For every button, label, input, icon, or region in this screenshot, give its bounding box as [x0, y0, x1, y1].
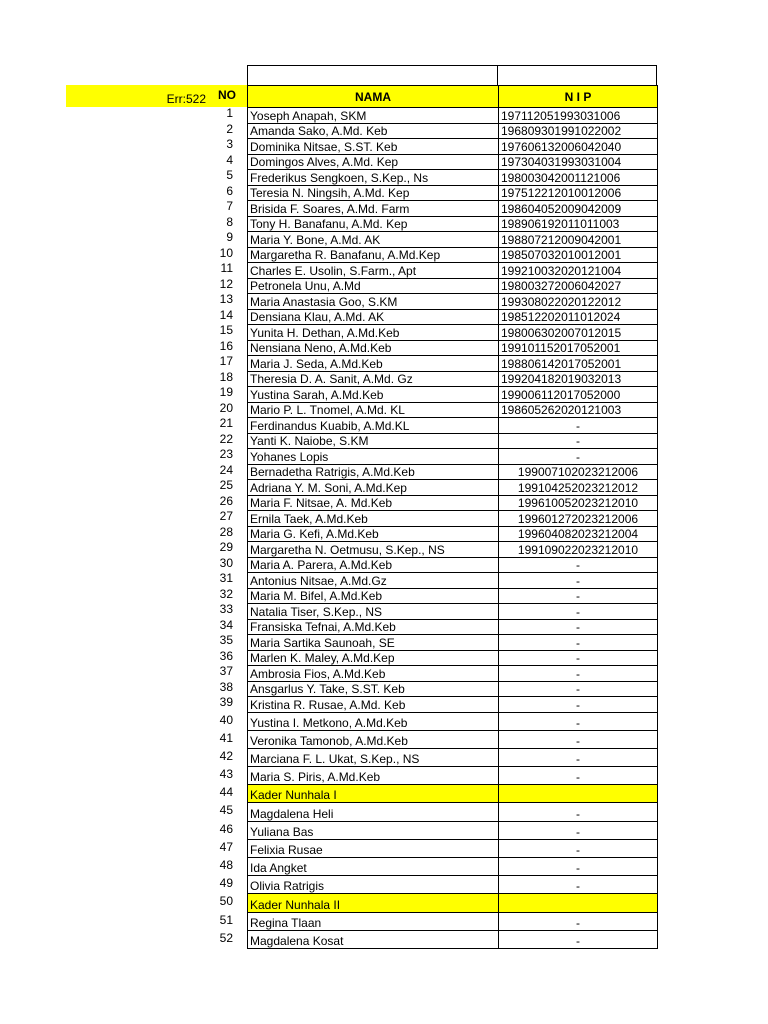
- name-cell[interactable]: Olivia Ratrigis: [248, 876, 499, 894]
- nip-cell[interactable]: -: [499, 767, 658, 785]
- nip-cell[interactable]: -: [499, 730, 658, 748]
- table-row: [248, 785, 658, 803]
- row-number: 37: [219, 664, 233, 678]
- name-cell[interactable]: Margaretha N. Oetmusu, S.Kep., NS: [248, 542, 499, 558]
- empty-header-cell-nip: [497, 65, 657, 85]
- nip-cell[interactable]: -: [499, 803, 658, 821]
- row-number: 43: [219, 767, 233, 782]
- nip-cell[interactable]: 199210032020121004: [499, 263, 658, 279]
- table-row: [248, 123, 658, 139]
- row-number: 16: [219, 338, 233, 353]
- table-row: [248, 154, 658, 170]
- row-number: 51: [219, 912, 233, 927]
- row-number: 9: [226, 230, 233, 244]
- table-row: [248, 730, 658, 748]
- nip-cell[interactable]: -: [499, 712, 658, 730]
- nip-cell[interactable]: 199601272023212006: [499, 511, 658, 527]
- name-cell[interactable]: Theresia D. A. Sanit, A.Md. Gz: [248, 371, 499, 387]
- name-cell[interactable]: Magdalena Heli: [248, 803, 499, 821]
- row-number: 38: [219, 679, 233, 694]
- table-row: [248, 278, 658, 294]
- nip-cell[interactable]: 199308022020122012: [499, 294, 658, 310]
- nip-cell[interactable]: -: [499, 418, 658, 434]
- row-number: 17: [219, 354, 233, 368]
- name-cell[interactable]: Maria M. Bifel, A.Md.Keb: [248, 588, 499, 604]
- staff-table: [247, 85, 658, 949]
- column-header-no: NO: [207, 85, 247, 107]
- nip-cell[interactable]: -: [499, 650, 658, 666]
- row-number: 50: [219, 894, 233, 909]
- name-cell[interactable]: Regina Tlaan: [248, 912, 499, 930]
- nip-cell[interactable]: -: [499, 876, 658, 894]
- row-number: 23: [219, 447, 233, 461]
- row-number: 35: [219, 633, 233, 647]
- name-cell[interactable]: Maria A. Parera, A.Md.Keb: [248, 557, 499, 573]
- row-number: 32: [219, 586, 233, 601]
- row-number: 34: [219, 617, 233, 632]
- nip-cell[interactable]: 199610052023212010: [499, 495, 658, 511]
- nip-cell[interactable]: 197606132006042040: [499, 139, 658, 155]
- name-cell[interactable]: Densiana Klau, A.Md. AK: [248, 309, 499, 325]
- nip-cell[interactable]: 199604082023212004: [499, 526, 658, 542]
- name-cell[interactable]: Marlen K. Maley, A.Md.Kep: [248, 650, 499, 666]
- table-row: [248, 185, 658, 201]
- table-row: [248, 232, 658, 248]
- name-cell[interactable]: Petronela Unu, A.Md: [248, 278, 499, 294]
- row-number: 46: [219, 821, 233, 836]
- table-row: [248, 930, 658, 948]
- name-cell[interactable]: Maria J. Seda, A.Md.Keb: [248, 356, 499, 372]
- table-row: [248, 526, 658, 542]
- row-number: 11: [220, 261, 233, 275]
- row-number: 45: [219, 803, 233, 818]
- row-number: 49: [219, 876, 233, 891]
- table-row: [248, 650, 658, 666]
- row-number: 5: [226, 168, 233, 182]
- name-cell[interactable]: Fransiska Tefnai, A.Md.Keb: [248, 619, 499, 635]
- table-row: [248, 402, 658, 418]
- nip-cell[interactable]: -: [499, 821, 658, 839]
- row-number: 44: [219, 785, 233, 800]
- table-row: [248, 858, 658, 876]
- table-header-row: [248, 86, 658, 108]
- nip-cell[interactable]: -: [499, 635, 658, 651]
- row-number: 30: [219, 555, 233, 570]
- table-row: [248, 495, 658, 511]
- nip-cell[interactable]: 198906192011011003: [499, 216, 658, 232]
- name-cell[interactable]: Charles E. Usolin, S.Farm., Apt: [248, 263, 499, 279]
- nip-cell[interactable]: [499, 785, 658, 803]
- row-number: 42: [219, 748, 233, 763]
- table-row: [248, 371, 658, 387]
- nip-cell[interactable]: 199104252023212012: [499, 480, 658, 496]
- table-row: [248, 201, 658, 217]
- error-cell: Err:522: [166, 92, 206, 106]
- name-cell[interactable]: Ernila Taek, A.Md.Keb: [248, 511, 499, 527]
- nip-cell[interactable]: 198003042001121006: [499, 170, 658, 186]
- table-row: [248, 839, 658, 857]
- nip-cell[interactable]: -: [499, 573, 658, 589]
- table-row: [248, 433, 658, 449]
- name-cell[interactable]: Felixia Rusae: [248, 839, 499, 857]
- table-row: [248, 464, 658, 480]
- row-number: 3: [226, 137, 233, 151]
- nip-cell[interactable]: -: [499, 912, 658, 930]
- name-cell[interactable]: Margaretha R. Banafanu, A.Md.Kep: [248, 247, 499, 263]
- nip-cell[interactable]: -: [499, 858, 658, 876]
- row-number: 6: [226, 183, 233, 198]
- name-cell[interactable]: Maria Y. Bone, A.Md. AK: [248, 232, 499, 248]
- table-row: [248, 697, 658, 713]
- row-number: 22: [219, 431, 233, 446]
- nip-cell[interactable]: -: [499, 681, 658, 697]
- name-cell[interactable]: Domingos Alves, A.Md. Kep: [248, 154, 499, 170]
- table-row: [248, 876, 658, 894]
- name-cell[interactable]: Dominika Nitsae, S.ST. Keb: [248, 139, 499, 155]
- nip-cell[interactable]: 198806142017052001: [499, 356, 658, 372]
- table-row: [248, 573, 658, 589]
- nip-cell[interactable]: 198003272006042027: [499, 278, 658, 294]
- table-row: [248, 108, 658, 124]
- name-cell[interactable]: Yustina I. Metkono, A.Md.Keb: [248, 712, 499, 730]
- name-cell[interactable]: Nensiana Neno, A.Md.Keb: [248, 340, 499, 356]
- table-row: [248, 803, 658, 821]
- nip-cell[interactable]: 198006302007012015: [499, 325, 658, 341]
- nip-cell[interactable]: 198507032010012001: [499, 247, 658, 263]
- row-number: 39: [219, 695, 233, 709]
- name-cell[interactable]: Maria S. Piris, A.Md.Keb: [248, 767, 499, 785]
- table-row: [248, 511, 658, 527]
- name-cell[interactable]: Bernadetha Ratrigis, A.Md.Keb: [248, 464, 499, 480]
- nip-cell[interactable]: 198807212009042001: [499, 232, 658, 248]
- name-cell[interactable]: Maria Sartika Saunoah, SE: [248, 635, 499, 651]
- row-number: 4: [226, 152, 233, 167]
- row-number: 40: [219, 712, 233, 727]
- nip-cell[interactable]: 198605262020121003: [499, 402, 658, 418]
- row-number: 29: [219, 540, 233, 554]
- table-row: [248, 894, 658, 912]
- nip-cell[interactable]: 199101152017052001: [499, 340, 658, 356]
- row-number: 48: [219, 858, 233, 872]
- row-number: 33: [219, 602, 233, 616]
- row-number: 20: [219, 400, 233, 415]
- table-row: [248, 356, 658, 372]
- table-row: [248, 666, 658, 682]
- empty-header-cell-nama: [247, 65, 498, 85]
- row-number: 27: [219, 509, 233, 523]
- column-header-nama: NAMA: [248, 86, 499, 108]
- table-row: [248, 821, 658, 839]
- name-cell[interactable]: Ferdinandus Kuabib, A.Md.KL: [248, 418, 499, 434]
- nip-cell[interactable]: 197512212010012006: [499, 185, 658, 201]
- row-number: 36: [219, 648, 233, 663]
- table-row: [248, 387, 658, 403]
- name-cell[interactable]: Yustina Sarah, A.Md.Keb: [248, 387, 499, 403]
- name-cell[interactable]: Kristina R. Rusae, A.Md. Keb: [248, 697, 499, 713]
- row-number: 24: [219, 462, 233, 477]
- nip-cell[interactable]: -: [499, 588, 658, 604]
- table-row: [248, 619, 658, 635]
- table-row: [248, 912, 658, 930]
- name-cell[interactable]: Natalia Tiser, S.Kep., NS: [248, 604, 499, 620]
- row-number: 15: [219, 323, 233, 337]
- table-row: [248, 294, 658, 310]
- name-cell[interactable]: Maria Anastasia Goo, S.KM: [248, 294, 499, 310]
- table-row: [248, 449, 658, 465]
- name-cell[interactable]: Adriana Y. M. Soni, A.Md.Kep: [248, 480, 499, 496]
- row-number: 12: [219, 276, 233, 291]
- row-number: 1: [226, 106, 233, 120]
- table-row: [248, 263, 658, 279]
- table-row: [248, 557, 658, 573]
- table-row: [248, 712, 658, 730]
- nip-cell[interactable]: -: [499, 748, 658, 766]
- name-cell[interactable]: Marciana F. L. Ukat, S.Kep., NS: [248, 748, 499, 766]
- table-row: [248, 681, 658, 697]
- row-number: 10: [219, 245, 233, 260]
- nip-cell[interactable]: 199109022023212010: [499, 542, 658, 558]
- nip-cell[interactable]: 196809301991022002: [499, 123, 658, 139]
- nip-cell[interactable]: 199204182019032013: [499, 371, 658, 387]
- row-number: 31: [219, 571, 233, 585]
- row-number: 28: [219, 524, 233, 539]
- table-row: [248, 247, 658, 263]
- table-row: [248, 418, 658, 434]
- row-number: 41: [219, 730, 233, 745]
- nip-cell[interactable]: -: [499, 930, 658, 948]
- row-number: 19: [219, 385, 233, 399]
- table-row: [248, 340, 658, 356]
- nip-cell[interactable]: -: [499, 604, 658, 620]
- table-row: [248, 325, 658, 341]
- row-number: 14: [219, 307, 233, 322]
- row-number: 18: [219, 369, 233, 384]
- nip-cell[interactable]: 198604052009042009: [499, 201, 658, 217]
- table-row: [248, 748, 658, 766]
- table-row: [248, 767, 658, 785]
- nip-cell[interactable]: -: [499, 839, 658, 857]
- nip-cell[interactable]: -: [499, 433, 658, 449]
- name-cell[interactable]: Yanti K. Naiobe, S.KM: [248, 433, 499, 449]
- table-row: [248, 480, 658, 496]
- name-cell[interactable]: Yoseph Anapah, SKM: [248, 108, 499, 124]
- name-cell[interactable]: Tony H. Banafanu, A.Md. Kep: [248, 216, 499, 232]
- table-row: [248, 170, 658, 186]
- table-row: [248, 542, 658, 558]
- nip-cell[interactable]: [499, 894, 658, 912]
- nip-cell[interactable]: -: [499, 697, 658, 713]
- nip-cell[interactable]: 199007102023212006: [499, 464, 658, 480]
- row-number: 7: [226, 199, 233, 213]
- nip-cell[interactable]: 197112051993031006: [499, 108, 658, 124]
- name-cell[interactable]: Yuliana Bas: [248, 821, 499, 839]
- name-cell[interactable]: Maria F. Nitsae, A. Md.Keb: [248, 495, 499, 511]
- table-row: [248, 604, 658, 620]
- row-number: 25: [219, 478, 233, 492]
- row-number: 26: [219, 493, 233, 508]
- table-row: [248, 216, 658, 232]
- row-number: 2: [226, 121, 233, 136]
- name-cell[interactable]: Ansgarlus Y. Take, S.ST. Keb: [248, 681, 499, 697]
- name-cell[interactable]: Brisida F. Soares, A.Md. Farm: [248, 201, 499, 217]
- nip-cell[interactable]: -: [499, 449, 658, 465]
- name-cell[interactable]: Amanda Sako, A.Md. Keb: [248, 123, 499, 139]
- row-number: 21: [219, 416, 233, 430]
- nip-cell[interactable]: -: [499, 557, 658, 573]
- row-number-column: [207, 106, 247, 947]
- name-cell[interactable]: Magdalena Kosat: [248, 930, 499, 948]
- name-cell[interactable]: Ida Angket: [248, 858, 499, 876]
- row-number: 13: [219, 292, 233, 306]
- name-cell[interactable]: Yunita H. Dethan, A.Md.Keb: [248, 325, 499, 341]
- row-number: 47: [219, 839, 233, 854]
- table-row: [248, 139, 658, 155]
- name-cell[interactable]: Teresia N. Ningsih, A.Md. Kep: [248, 185, 499, 201]
- column-header-nip: N I P: [499, 86, 658, 108]
- table-body: [248, 108, 658, 949]
- table-row: [248, 588, 658, 604]
- name-cell[interactable]: Kader Nunhala I: [248, 785, 499, 803]
- name-cell[interactable]: Kader Nunhala II: [248, 894, 499, 912]
- row-number: 52: [219, 930, 233, 945]
- nip-cell[interactable]: -: [499, 666, 658, 682]
- nip-cell[interactable]: -: [499, 619, 658, 635]
- nip-cell[interactable]: 197304031993031004: [499, 154, 658, 170]
- row-number: 8: [226, 214, 233, 229]
- table-row: [248, 635, 658, 651]
- name-cell[interactable]: Yohanes Lopis: [248, 449, 499, 465]
- name-cell[interactable]: Antonius Nitsae, A.Md.Gz: [248, 573, 499, 589]
- name-cell[interactable]: Mario P. L. Tnomel, A.Md. KL: [248, 402, 499, 418]
- nip-cell[interactable]: 198512202011012024: [499, 309, 658, 325]
- table-row: [248, 309, 658, 325]
- name-cell[interactable]: Veronika Tamonob, A.Md.Keb: [248, 730, 499, 748]
- name-cell[interactable]: Maria G. Kefi, A.Md.Keb: [248, 526, 499, 542]
- name-cell[interactable]: Frederikus Sengkoen, S.Kep., Ns: [248, 170, 499, 186]
- nip-cell[interactable]: 199006112017052000: [499, 387, 658, 403]
- name-cell[interactable]: Ambrosia Fios, A.Md.Keb: [248, 666, 499, 682]
